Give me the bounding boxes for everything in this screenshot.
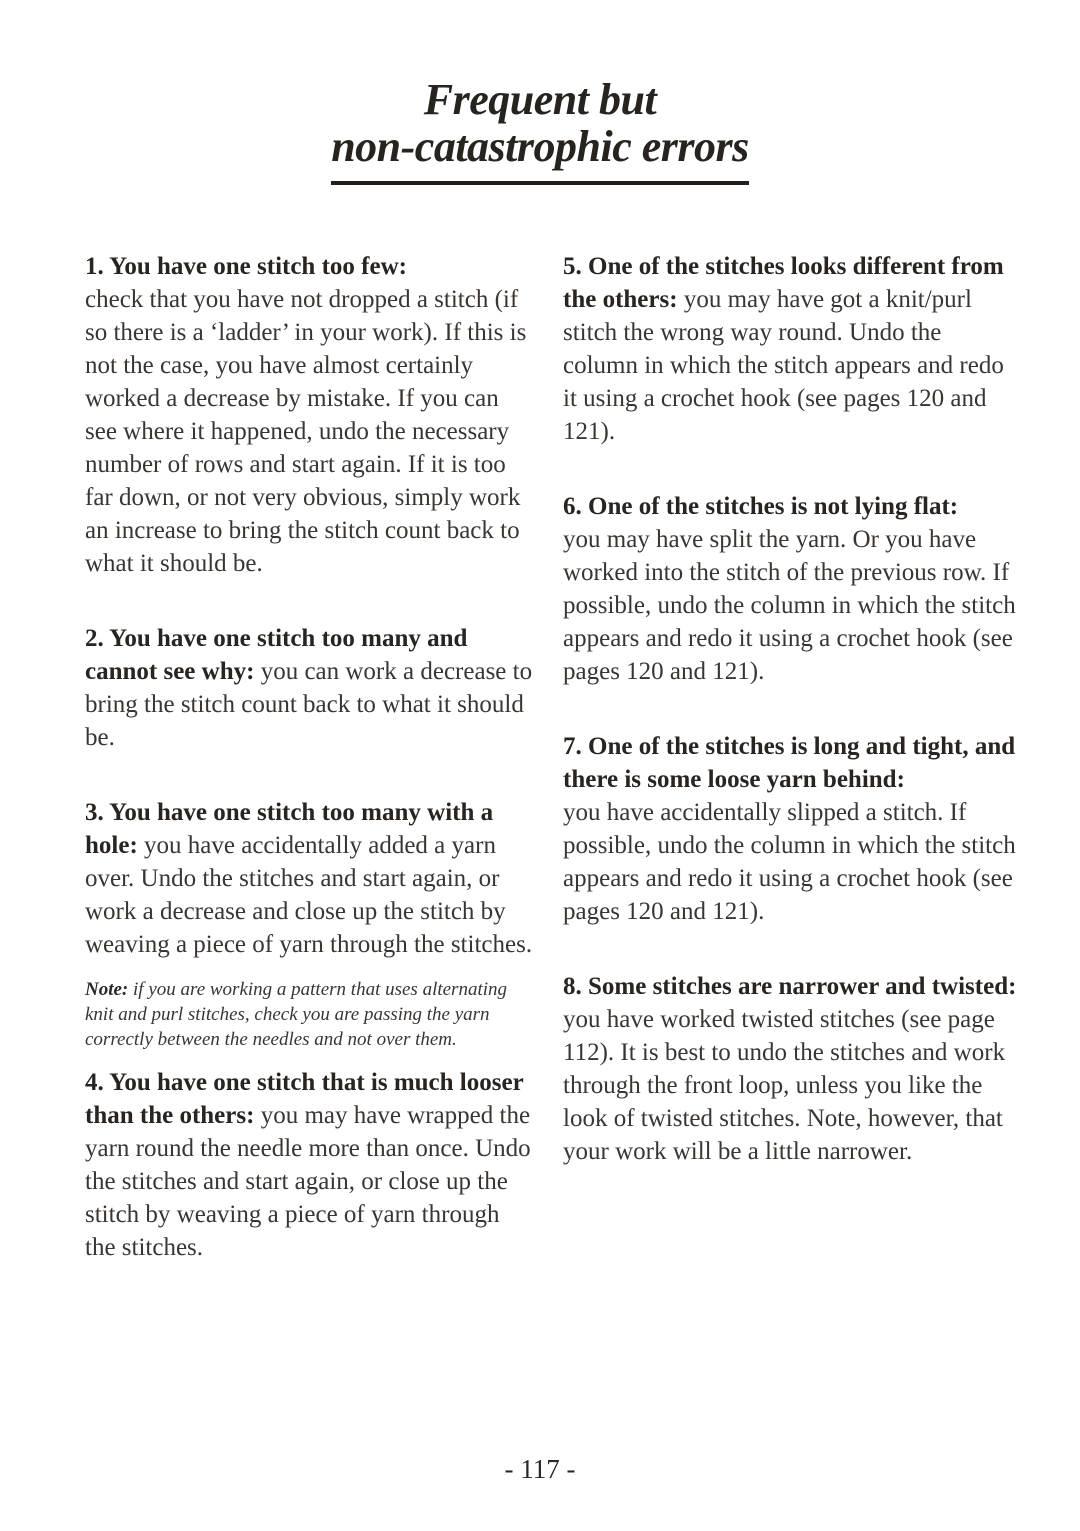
error-item-2-heading: 2. You have one stitch too many and cannot see why:: [85, 625, 468, 685]
error-item-8: [563, 970, 1019, 1168]
content-columns: [85, 250, 1019, 1306]
error-item-8-heading: 8. Some stitches are narrower and twisted:: [563, 973, 1017, 1000]
error-item-2: [85, 622, 535, 754]
title-underline: [331, 181, 749, 185]
error-item-7: [563, 730, 1019, 928]
error-item-3: [85, 796, 535, 961]
error-item-5-body: you may have got a knit/purl stitch the wrong way round. Undo the column in which the stitch appears and redo it using a crochet hook (see pages 120 and 121).: [563, 286, 1004, 445]
title-line-2: non-catastrophic errors: [331, 122, 749, 171]
page-header: [0, 76, 1080, 185]
error-item-1: [85, 250, 535, 580]
error-item-4-body: you may have wrapped the yarn round the needle more than once. Undo the stitches and start again, or close up the stitch by weaving a piece of yarn through the stitches.: [85, 1102, 531, 1261]
error-item-8-body: you have worked twisted stitches (see page 112). It is best to undo the stitches and work through the front loop, unless you like the look of twisted stitches. Note, however, that your work will be a little narrower.: [563, 1006, 1006, 1165]
error-item-6-heading: 6. One of the stitches is not lying flat:: [563, 493, 959, 520]
error-item-1-heading: 1. You have one stitch too few:: [85, 253, 407, 280]
error-item-3-body: you have accidentally added a yarn over. Undo the stitches and start again, or work a decrease and close up the stitch by weaving a piece of yarn through the stitches.: [85, 832, 533, 958]
error-item-5: [563, 250, 1019, 448]
right-column: [563, 250, 1019, 1306]
error-item-6: [563, 490, 1019, 688]
note-body: if you are working a pattern that uses alternating knit and purl stitches, check you are passing the yarn correctly between the needles and not over them.: [85, 979, 508, 1050]
page-title: [0, 76, 1080, 170]
error-item-2-body: you can work a decrease to bring the stitch count back to what it should be.: [85, 658, 533, 751]
error-item-6-body: you may have split the yarn. Or you have worked into the stitch of the previous row. If possible, undo the column in which the stitch appears and redo it using a crochet hook (see pages 120 and 121).: [563, 526, 1016, 685]
error-item-7-heading: 7. One of the stitches is long and tight, and there is some loose yarn behind:: [563, 733, 1016, 793]
left-column: [85, 250, 535, 1306]
error-item-3-heading: 3. You have one stitch too many with a hole:: [85, 799, 494, 859]
title-line-1: Frequent but: [423, 75, 657, 124]
note: [85, 977, 535, 1052]
error-item-1-body: check that you have not dropped a stitch (if so there is a ‘ladder’ in your work). If this is not the case, you have almost certainly worked a decrease by mistake. If you can see where it happened, undo the necessary number of rows and start again. If it is too far down, or not very obvious, simply work an increase to bring the stitch count back to what it should be.: [85, 286, 527, 577]
error-item-4-heading: 4. You have one stitch that is much looser than the others:: [85, 1069, 524, 1129]
error-item-4: [85, 1066, 535, 1264]
error-item-5-heading: 5. One of the stitches looks different from the others:: [563, 253, 1004, 313]
error-item-7-body: you have accidentally slipped a stitch. If possible, undo the column in which the stitch appears and redo it using a crochet hook (see pages 120 and 121).: [563, 799, 1016, 925]
note-label: Note:: [85, 979, 129, 1000]
page-number: - 117 -: [504, 1454, 576, 1484]
